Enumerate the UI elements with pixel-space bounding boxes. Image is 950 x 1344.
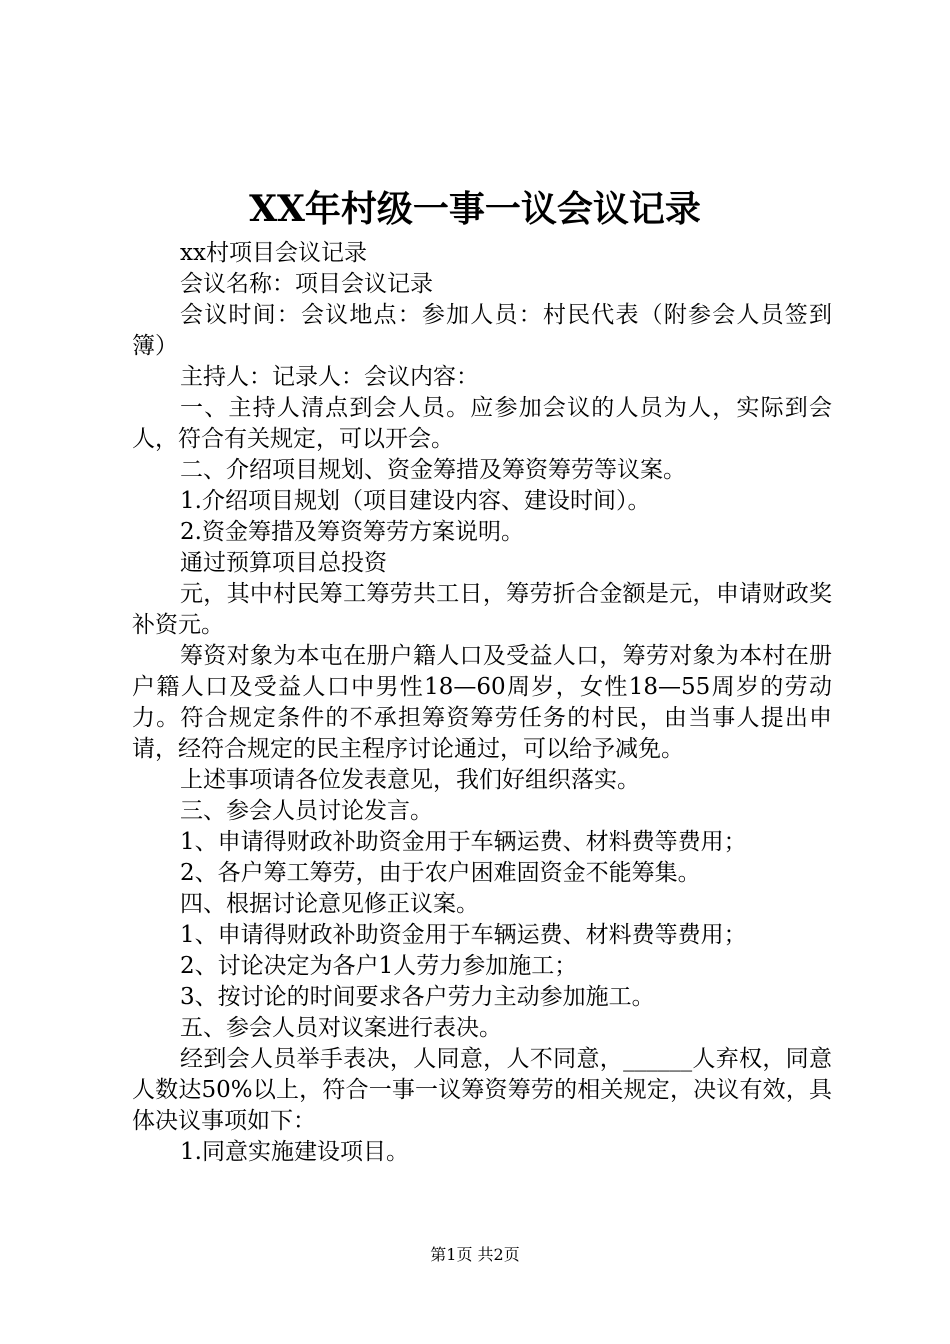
paragraph-budget: 通过预算项目总投资	[180, 550, 387, 576]
paragraph-section-1: 一、主持人清点到会人员。应参加会议的人员为人，实际到会人，符合有关规定，可以开会。	[132, 395, 832, 452]
paragraph-resolution-1: 1.同意实施建设项目。	[180, 1139, 409, 1165]
paragraph-item-4-3: 3、按讨论的时间要求各户劳力主动参加施工。	[180, 984, 655, 1010]
document-body	[132, 238, 832, 1168]
paragraph-item-2-1: 1.介绍项目规划（项目建设内容、建设时间）。	[180, 488, 651, 514]
paragraph-budget-detail: 元，其中村民筹工筹劳共工日，筹劳折合金额是元，申请财政奖补资元。	[132, 581, 832, 638]
paragraph-village-record: xx村项目会议记录	[180, 240, 367, 266]
paragraph-vote-result: 经到会人员举手表决，人同意，人不同意，______人弃权，同意人数达50%以上，符合一事一议筹资筹劳的相关规定，决议有效，具体决议事项如下：	[132, 1046, 832, 1134]
paragraph-item-4-2: 2、讨论决定为各户1人劳力参加施工；	[180, 953, 578, 979]
paragraph-section-4: 四、根据讨论意见修正议案。	[180, 891, 479, 917]
paragraph-item-4-1: 1、申请得财政补助资金用于车辆运费、材料费等费用；	[180, 922, 747, 948]
paragraph-section-5: 五、参会人员对议案进行表决。	[180, 1015, 502, 1041]
paragraph-request-opinions: 上述事项请各位发表意见，我们好组织落实。	[180, 767, 640, 793]
paragraph-meeting-time: 会议时间：会议地点：参加人员：村民代表（附参会人员签到簿）	[132, 302, 832, 359]
paragraph-section-3: 三、参会人员讨论发言。	[180, 798, 433, 824]
document-title: XX年村级一事一议会议记录	[249, 188, 701, 230]
paragraph-item-3-1: 1、申请得财政补助资金用于车辆运费、材料费等费用；	[180, 829, 747, 855]
paragraph-meeting-name: 会议名称：项目会议记录	[180, 271, 433, 297]
paragraph-item-2-2: 2.资金筹措及筹资筹劳方案说明。	[180, 519, 524, 545]
paragraph-item-3-2: 2、各户筹工筹劳，由于农户困难固资金不能筹集。	[180, 860, 701, 886]
page-number-footer: 第1页 共2页	[430, 1245, 520, 1264]
paragraph-funding-targets: 筹资对象为本屯在册户籍人口及受益人口，筹劳对象为本村在册户籍人口及受益人口中男性18—60周岁，女性18—55周岁的劳动力。符合规定条件的不承担筹资筹劳任务的村民，由当事人提出申请，经符合规定的民主程序讨论通过，可以给予减免。	[132, 643, 832, 762]
paragraph-host: 主持人：记录人：会议内容：	[180, 364, 479, 390]
paragraph-section-2: 二、介绍项目规划、资金筹措及筹资筹劳等议案。	[180, 457, 686, 483]
